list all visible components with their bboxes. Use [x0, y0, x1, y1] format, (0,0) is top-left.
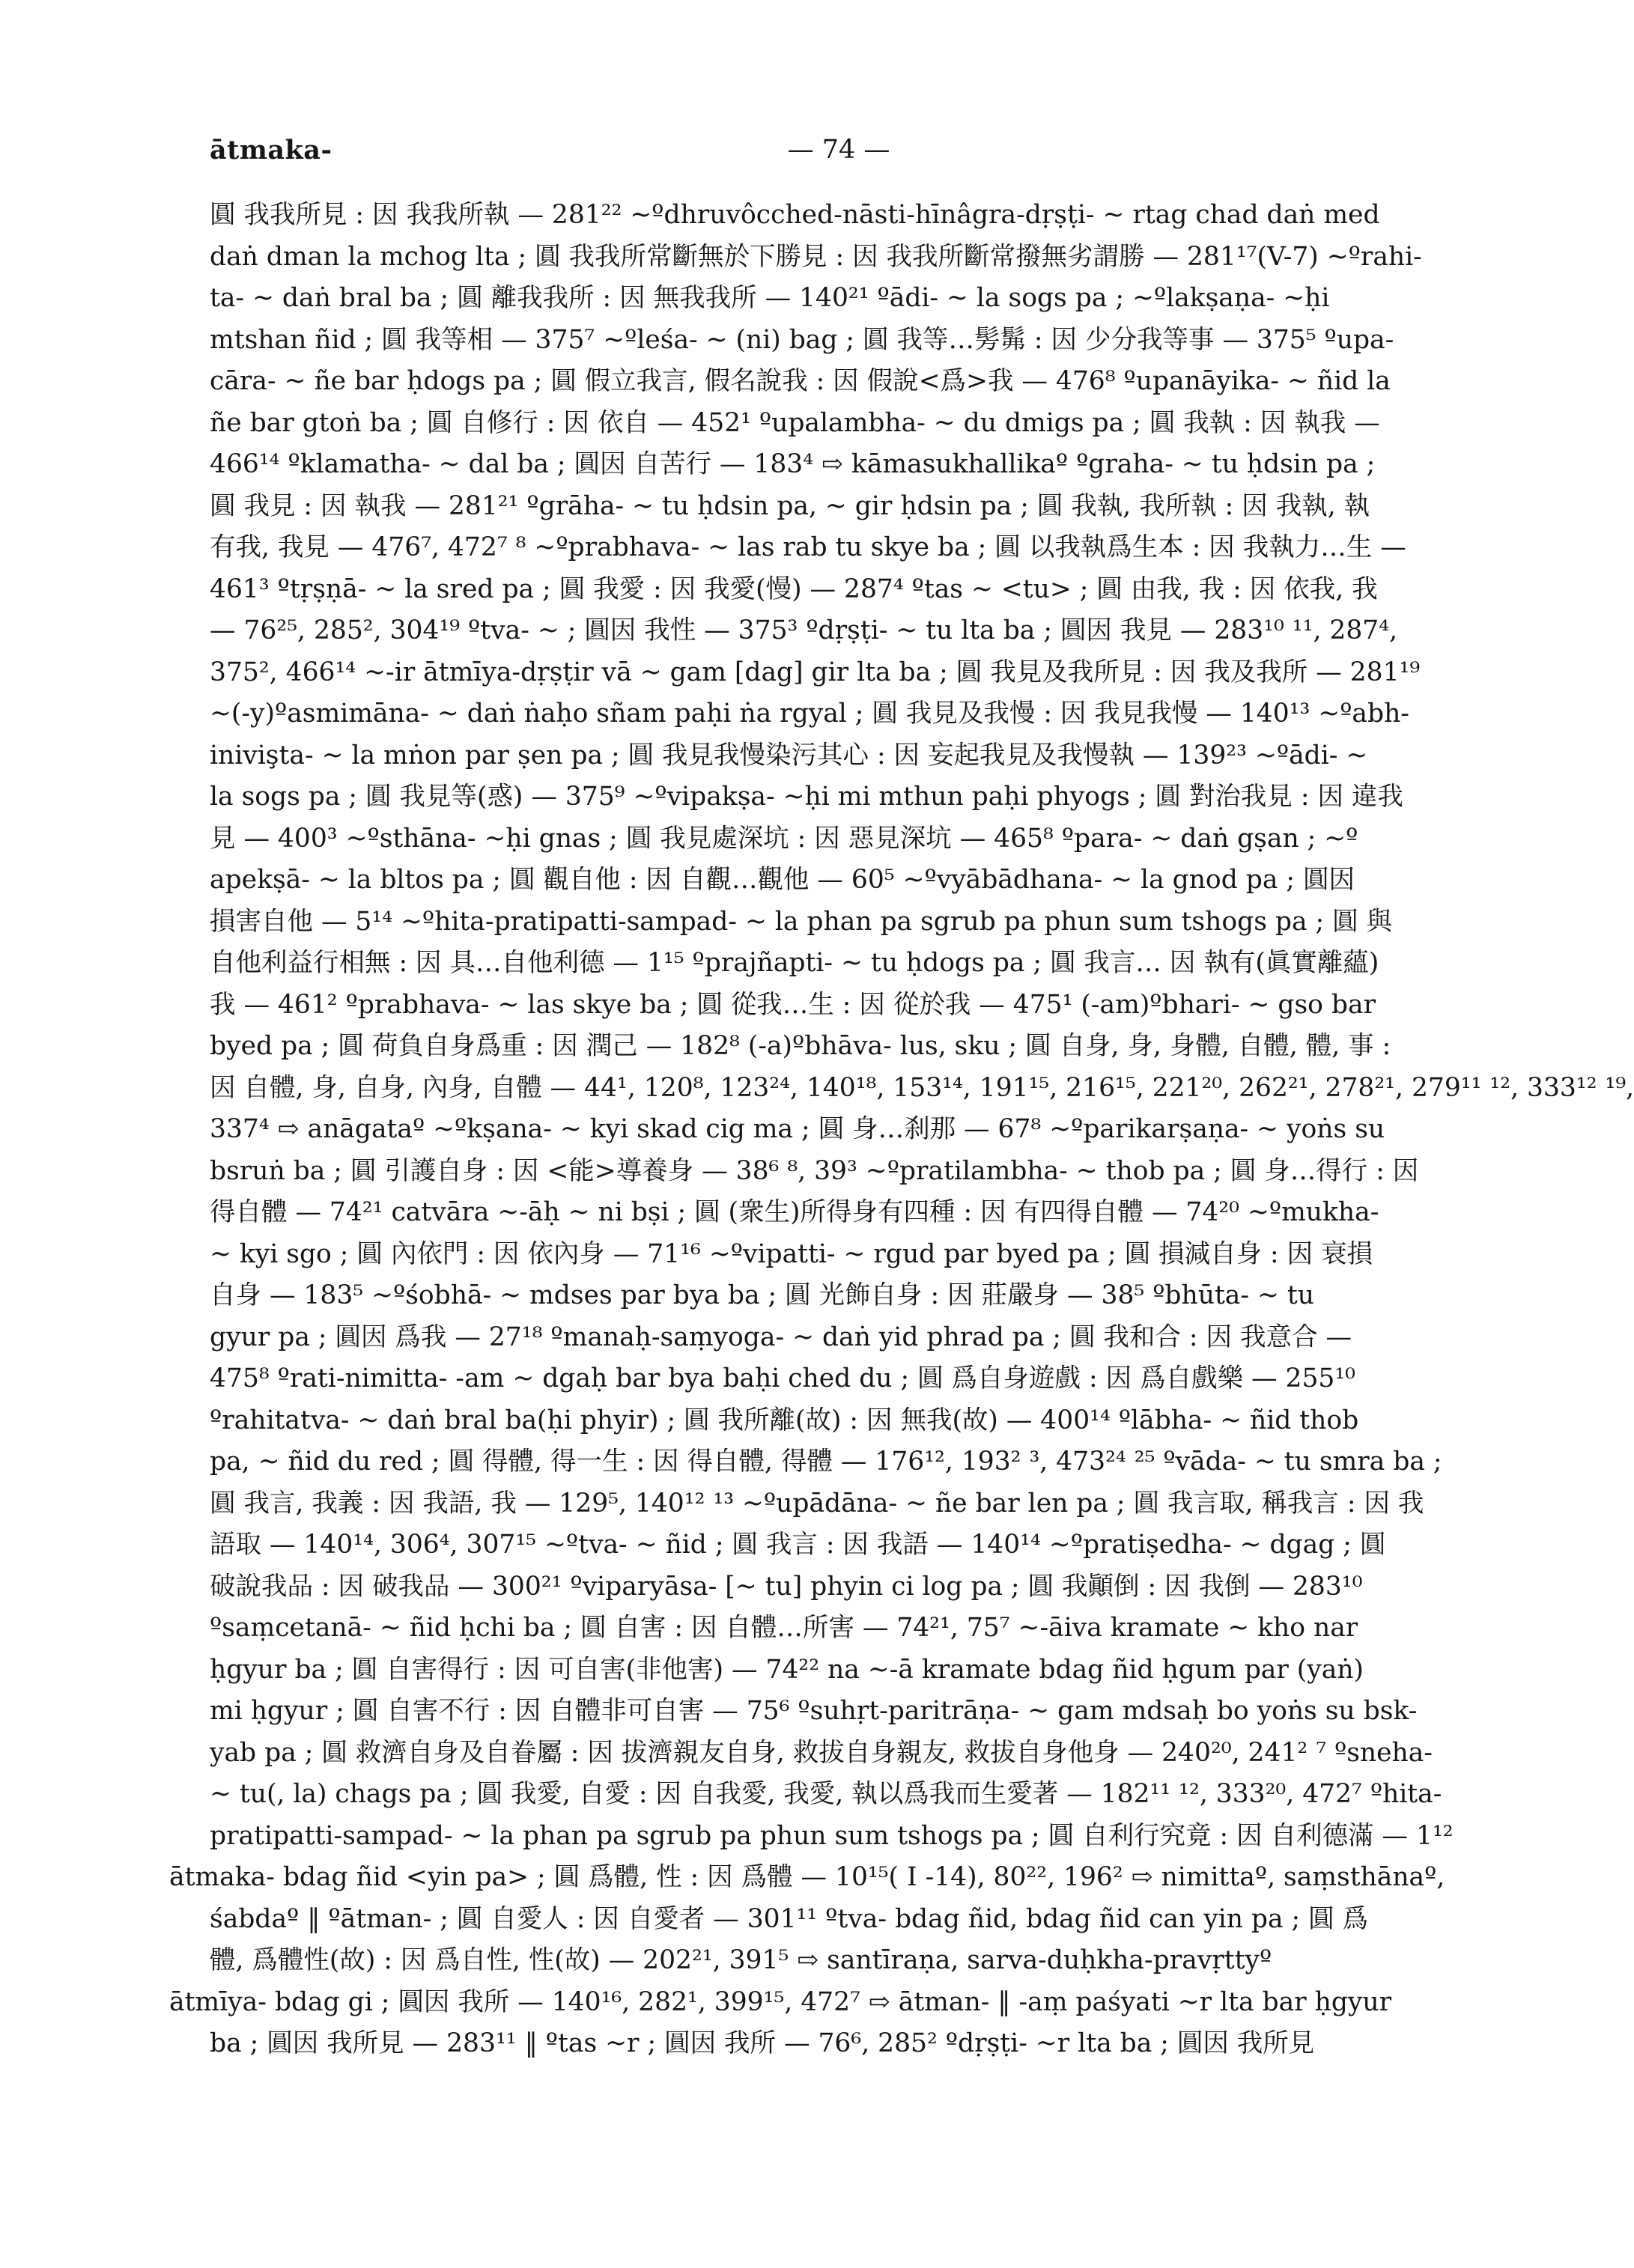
- entry-line: bsruṅ ba ; 圓 引護自身 : 因 <能>導養身 — 38⁶ ⁸, 39³ ~ºpratilambha- ~ thob pa ; 圓 身…得行 : 因: [210, 1155, 1419, 1186]
- entry-line: ~ kyi sgo ; 圓 內依門 : 因 依內身 — 71¹⁶ ~ºvipatti- ~ rgud par byed pa ; 圓 損減自身 : 因 衰損: [210, 1238, 1373, 1269]
- running-head: ātmaka-: [210, 135, 332, 165]
- entry-text-block: [169, 195, 1634, 2065]
- entry-line: 自身 — 183⁵ ~ºśobhā- ~ mdses par bya ba ; 圓 光飾自身 : 因 莊嚴身 — 38⁵ ºbhūta- ~ tu: [210, 1280, 1314, 1310]
- entry-line: 461³ ºtṛṣṇā- ~ la sred pa ; 圓 我愛 : 因 我愛(慢) — 287⁴ ºtas ~ <tu> ; 圓 由我, 我 : 因 依我, 我: [210, 574, 1378, 604]
- entry-line: ba ; 圓因 我所見 — 283¹¹ ‖ ºtas ~r ; 圓因 我所 — 76⁶, 285² ºdṛṣṭi- ~r lta ba ; 圓因 我所見: [210, 2028, 1315, 2058]
- entry-line: 375², 466¹⁴ ~-ir ātmīya-dṛṣṭir vā ~ gam [dag] gir lta ba ; 圓 我見及我所見 : 因 我及我所 — 281¹⁹: [210, 657, 1421, 687]
- entry-line: ºsaṃcetanā- ~ ñid ḥchi ba ; 圓 自害 : 因 自體…所害 — 74²¹, 75⁷ ~-āiva kramate ~ kho nar: [210, 1613, 1358, 1643]
- entry-line: 因 自體, 身, 自身, 內身, 自體 — 44¹, 120⁸, 123²⁴, 140¹⁸, 153¹⁴, 191¹⁵, 216¹⁵, 221²⁰, 262²¹, 278²¹, 279¹¹ ¹², 333¹² ¹⁹,: [210, 1072, 1634, 1103]
- entry-line: śabdaº ‖ ºātman- ; 圓 自愛人 : 因 自愛者 — 301¹¹ ºtva- bdag ñid, bdag ñid can yin pa ; 圓 爲: [210, 1903, 1369, 1934]
- entry-line: 我 — 461² ºprabhava- ~ las skye ba ; 圓 從我…生 : 因 從於我 — 475¹ (-am)ºbhari- ~ gso bar: [210, 989, 1376, 1020]
- entry-line: 337⁴ ⇨ anāgataº ~ºkṣana- ~ kyi skad cig ma ; 圓 身…刹那 — 67⁸ ~ºparikarṣaṇa- ~ yoṅs su: [210, 1114, 1385, 1144]
- entry-line: mtshan ñid ; 圓 我等相 — 375⁷ ~ºleśa- ~ (ni) bag ; 圓 我等…髣髴 : 因 少分我等事 — 375⁵ ºupa-: [210, 324, 1394, 355]
- entry-line: ~ tu(, la) chags pa ; 圓 我愛, 自愛 : 因 自我愛, 我愛, 執以爲我而生愛著 — 182¹¹ ¹², 333²⁰, 472⁷ ºhita-: [210, 1779, 1442, 1809]
- entry-line: 圓 我言, 我義 : 因 我語, 我 — 129⁵, 140¹² ¹³ ~ºupādāna- ~ ñe bar len pa ; 圓 我言取, 稱我言 : 因 我: [210, 1488, 1424, 1518]
- entry-headword-line: ātmīya- bdag gi ; 圓因 我所 — 140¹⁶, 282¹, 399¹⁵, 472⁷ ⇨ ātman- ‖ -aṃ paśyati ~r lta bar ḥgyur: [169, 1986, 1392, 2017]
- entry-line: 466¹⁴ ºklamatha- ~ dal ba ; 圓因 自苦行 — 183⁴ ⇨ kāmasukhallikaº ºgraha- ~ tu ḥdsin pa ;: [210, 449, 1376, 479]
- entry-line: inivişta- ~ la mṅon par ṣen pa ; 圓 我見我慢染污其心 : 因 妄起我見及我慢執 — 139²³ ~ºādi- ~: [210, 740, 1368, 770]
- entry-line: mi ḥgyur ; 圓 自害不行 : 因 自體非可自害 — 75⁶ ºsuhṛt-paritrāṇa- ~ gam mdsaḥ bo yoṅs su bsk-: [210, 1696, 1418, 1726]
- entry-line: 圓 我見 : 因 執我 — 281²¹ ºgrāha- ~ tu ḥdsin pa, ~ gir ḥdsin pa ; 圓 我執, 我所執 : 因 我執, 執: [210, 490, 1370, 521]
- entry-line: 自他利益行相無 : 因 具…自他利德 — 1¹⁵ ºprajñapti- ~ tu ḥdogs pa ; 圓 我言… 因 執有(眞實離蘊): [210, 948, 1379, 978]
- entry-line: ºrahitatva- ~ daṅ bral ba(ḥi phyir) ; 圓 我所離(故) : 因 無我(故) — 400¹⁴ ºlābha- ~ ñid thob: [210, 1405, 1359, 1435]
- entry-line: byed pa ; 圓 荷負自身爲重 : 因 潤己 — 182⁸ (-a)ºbhāva- lus, sku ; 圓 自身, 身, 身體, 自體, 體, 事 :: [210, 1031, 1391, 1061]
- entry-line: gyur pa ; 圓因 爲我 — 27¹⁸ ºmanaḥ-saṃyoga- ~ daṅ yid phrad pa ; 圓 我和合 : 因 我意合 —: [210, 1322, 1352, 1352]
- entry-line: pa, ~ ñid du red ; 圓 得體, 得一生 : 因 得自體, 得體 — 176¹², 193² ³, 473²⁴ ²⁵ ºvāda- ~ tu smra ba ;: [210, 1447, 1442, 1477]
- entry-line: 體, 爲體性(故) : 因 爲自性, 性(故) — 202²¹, 391⁵ ⇨ santīraṇa, sarva-duḥkha-pravṛttyº: [210, 1945, 1272, 1975]
- entry-line: apekṣā- ~ la bltos pa ; 圓 觀自他 : 因 自觀…觀他 — 60⁵ ~ºvyābādhana- ~ la gnod pa ; 圓因: [210, 865, 1355, 895]
- entry-headword-line: ātmaka- bdag ñid <yin pa> ; 圓 爲體, 性 : 因 爲體 — 10¹⁵( I -14), 80²², 196² ⇨ nimittaº, saṃsthānaº,: [169, 1862, 1445, 1892]
- entry-line: 得自體 — 74²¹ catvāra ~-āḥ ~ ni bṣi ; 圓 (衆生)所得身有四種 : 因 有四得自體 — 74²⁰ ~ºmukha-: [210, 1197, 1379, 1227]
- entry-line: 圓 我我所見 : 因 我我所執 — 281²² ~ºdhruvôcched-nāsti-hīnâgra-dṛṣṭi- ~ rtag chad daṅ med: [210, 200, 1380, 230]
- entry-line: la sogs pa ; 圓 我見等(惑) — 375⁹ ~ºvipakṣa- ~ḥi mi mthun paḥi phyogs ; 圓 對治我見 : 因 違我: [210, 782, 1403, 812]
- entry-line: yab pa ; 圓 救濟自身及自眷屬 : 因 拔濟親友自身, 救拔自身親友, 救拔自身他身 — 240²⁰, 241² ⁷ ºsneha-: [210, 1737, 1433, 1768]
- entry-line: — 76²⁵, 285², 304¹⁹ ºtva- ~ ; 圓因 我性 — 375³ ºdṛṣṭi- ~ tu lta ba ; 圓因 我見 — 283¹⁰ ¹¹, 287⁴,: [210, 615, 1398, 645]
- entry-line: ḥgyur ba ; 圓 自害得行 : 因 可自害(非他害) — 74²² na ~-ā kramate bdag ñid ḥgum par (yaṅ): [210, 1654, 1364, 1685]
- entry-line: 語取 — 140¹⁴, 306⁴, 307¹⁵ ~ºtva- ~ ñid ; 圓 我言 : 因 我語 — 140¹⁴ ~ºpratiṣedha- ~ dgag ; 圓: [210, 1530, 1386, 1560]
- entry-line: daṅ dman la mchog lta ; 圓 我我所常斷無於下勝見 : 因 我我所斷常撥無劣謂勝 — 281¹⁷(V-7) ~ºrahi-: [210, 241, 1422, 272]
- entry-line: 見 — 400³ ~ºsthāna- ~ḥi gnas ; 圓 我見處深坑 : 因 惡見深坑 — 465⁸ ºpara- ~ daṅ gṣan ; ~º: [210, 823, 1358, 854]
- entry-line: 有我, 我見 — 476⁷, 472⁷ ⁸ ~ºprabhava- ~ las rab tu skye ba ; 圓 以我執爲生本 : 因 我執力…生 —: [210, 532, 1406, 562]
- entry-line: ta- ~ daṅ bral ba ; 圓 離我我所 : 因 無我我所 — 140²¹ ºādi- ~ la sogs pa ; ~ºlakṣaṇa- ~ḥi: [210, 283, 1330, 313]
- entry-line: 破說我品 : 因 破我品 — 300²¹ ºviparyāsa- [~ tu] phyin ci log pa ; 圓 我顚倒 : 因 我倒 — 283¹⁰: [210, 1571, 1363, 1602]
- entry-line: ñe bar gtoṅ ba ; 圓 自修行 : 因 依自 — 452¹ ºupalambha- ~ du dmigs pa ; 圓 我執 : 因 執我 —: [210, 407, 1380, 438]
- entry-line: 損害自他 — 5¹⁴ ~ºhita-pratipatti-sampad- ~ la phan pa sgrub pa phun sum tshogs pa ; 圓 與: [210, 906, 1393, 937]
- entry-line: cāra- ~ ñe bar ḥdogs pa ; 圓 假立我言, 假名說我 : 因 假說<爲>我 — 476⁸ ºupanāyika- ~ ñid la: [210, 366, 1391, 396]
- entry-line: pratipatti-sampad- ~ la phan pa sgrub pa phun sum tshogs pa ; 圓 自利行究竟 : 因 自利德滿 — 1¹²: [210, 1820, 1454, 1851]
- entry-line: 475⁸ ºrati-nimitta- -am ~ dgaḥ bar bya baḥi ched du ; 圓 爲自身遊戲 : 因 爲自戲樂 — 255¹⁰: [210, 1363, 1356, 1393]
- entry-line: ~(-y)ºasmimāna- ~ daṅ ṅaḥo sñam paḥi ṅa rgyal ; 圓 我見及我慢 : 因 我見我慢 — 140¹³ ~ºabh-: [210, 699, 1409, 729]
- page-number: — 74 —: [787, 135, 890, 165]
